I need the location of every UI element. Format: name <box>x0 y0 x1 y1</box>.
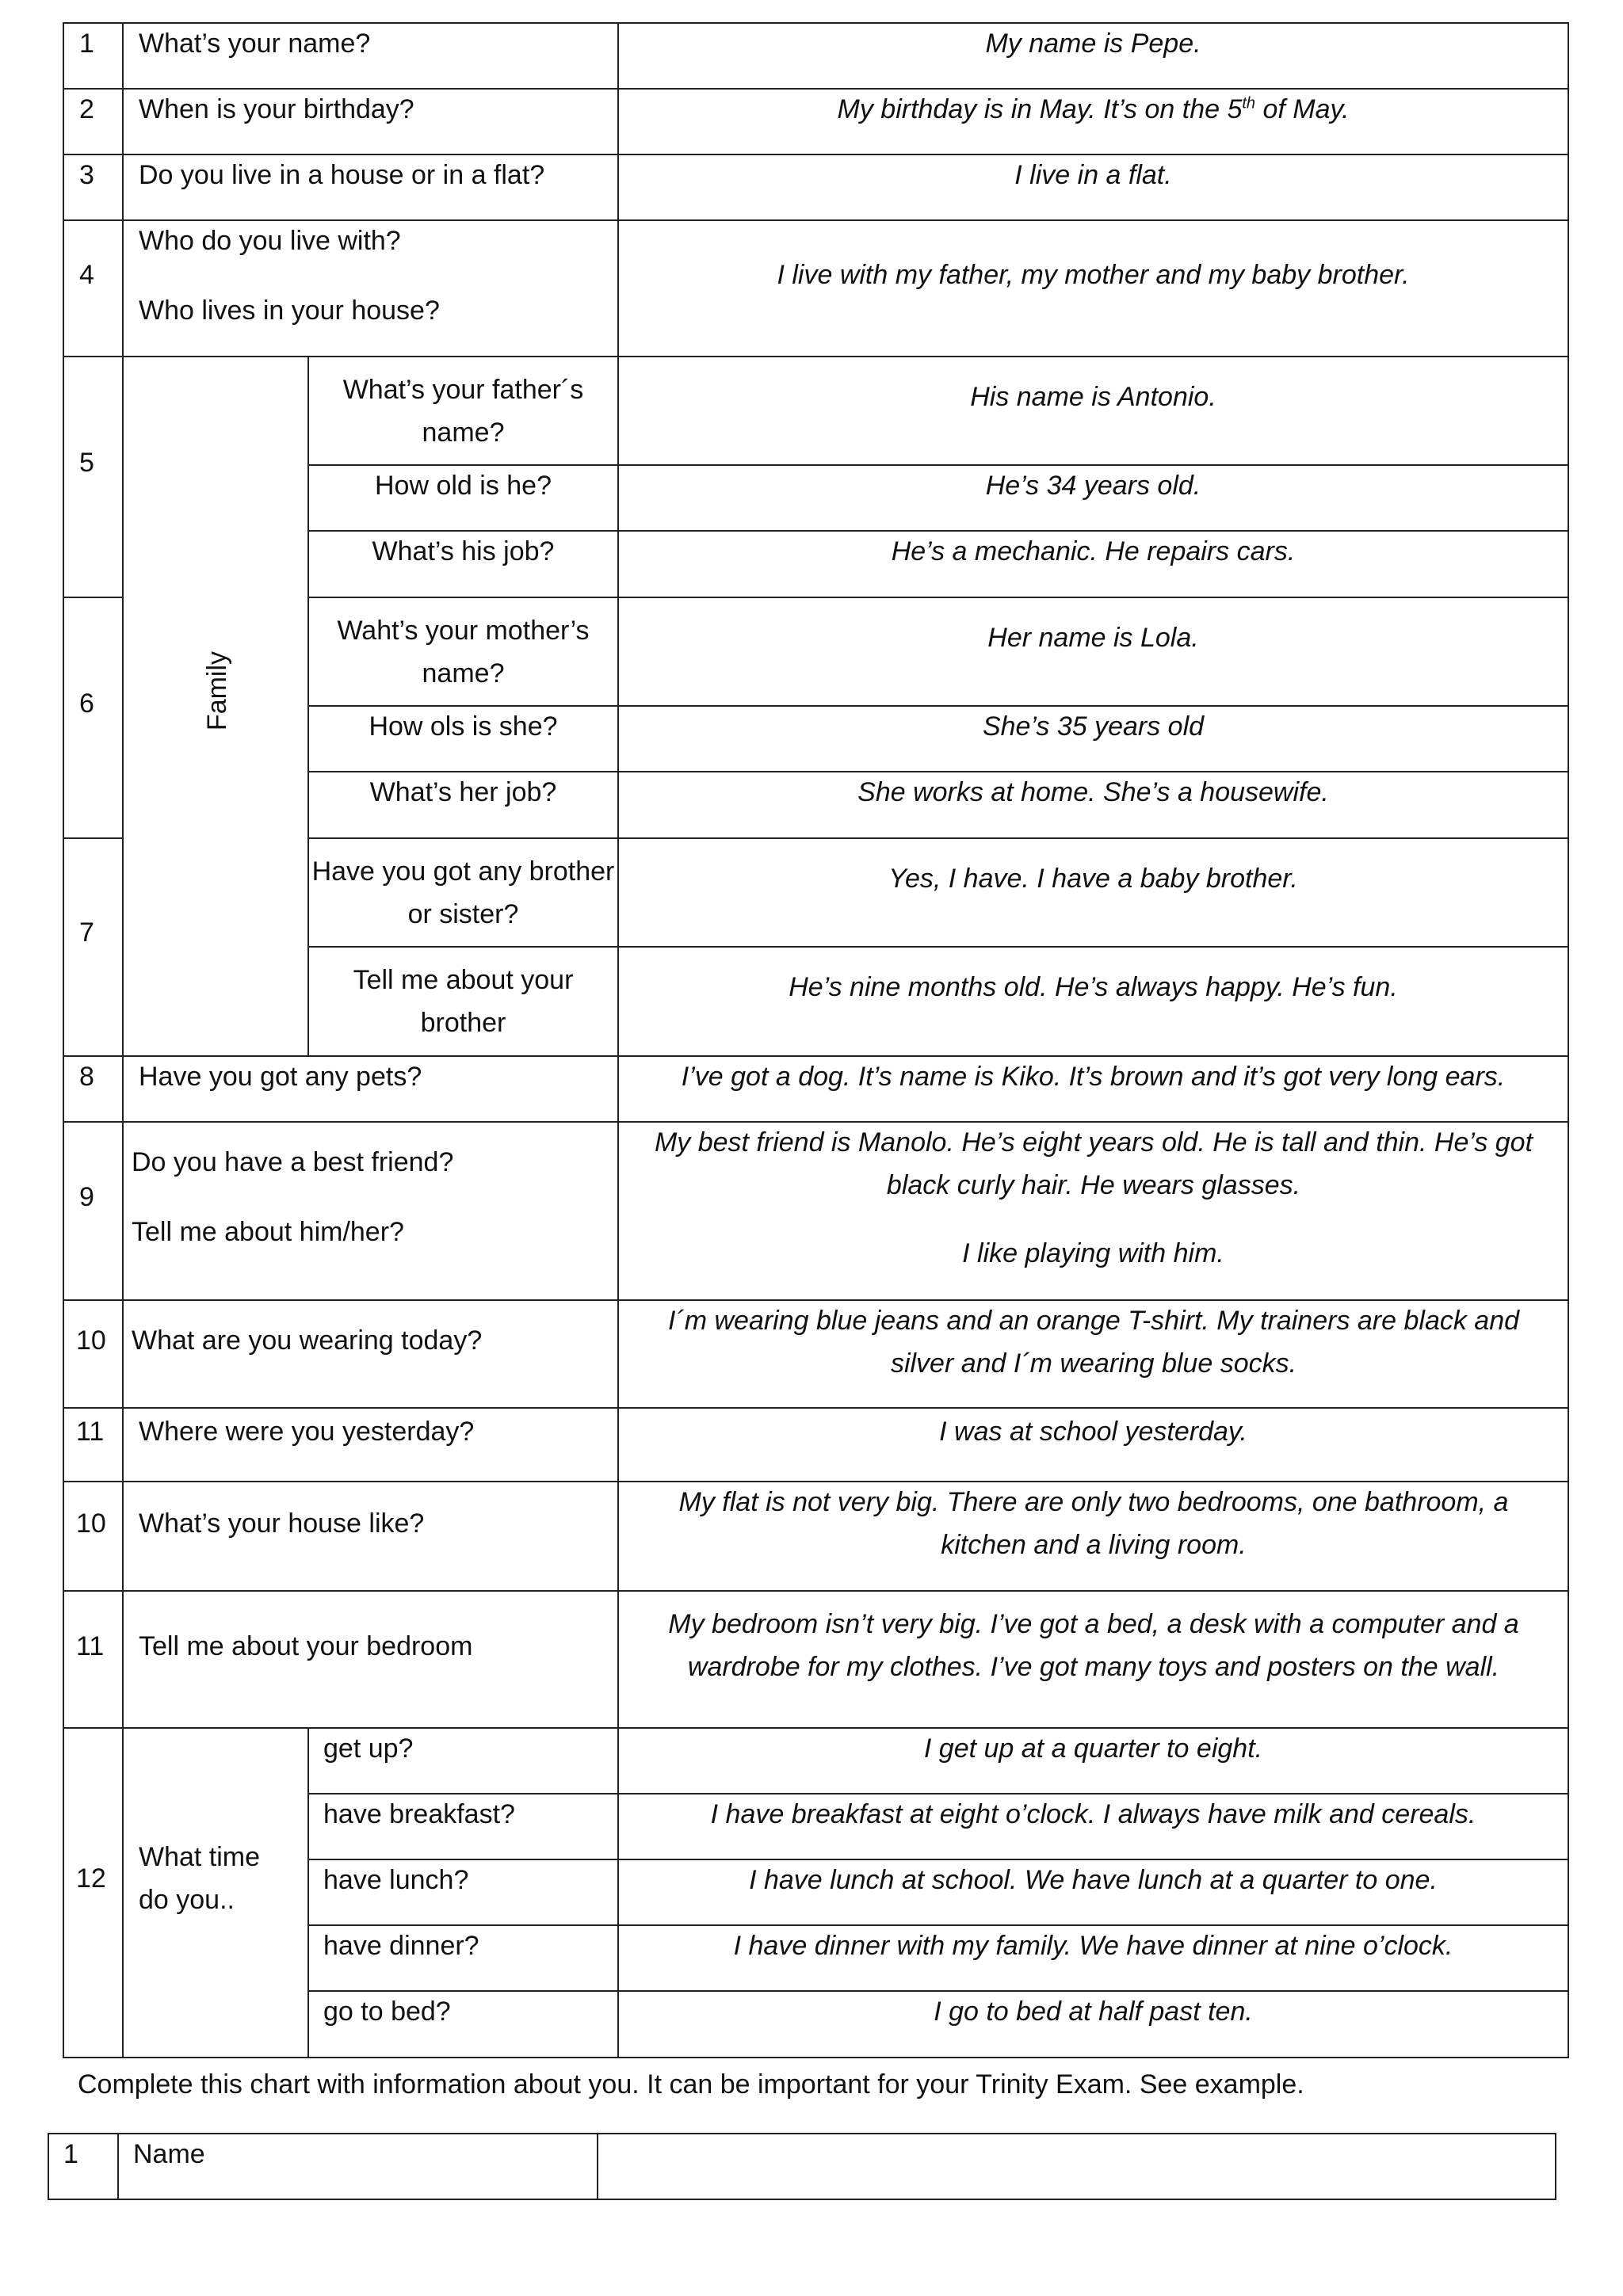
answer-text: I like playing with him. <box>962 1238 1224 1268</box>
question-text: Tell me about him/her? <box>132 1217 404 1247</box>
answer-text: His name is Antonio. <box>970 381 1216 412</box>
answer-text: She’s 35 years old <box>982 711 1205 742</box>
question-text: go to bed? <box>323 1997 451 2027</box>
question-text: have breakfast? <box>323 1799 515 1829</box>
question-text: What’s your house like? <box>139 1508 425 1539</box>
answer-text: He’s a mechanic. He repairs cars. <box>891 536 1296 566</box>
row-number: 3 <box>79 160 94 190</box>
row-number: 12 <box>76 1863 106 1894</box>
row-number: 7 <box>79 917 94 948</box>
question-text: Do you have a best friend? <box>132 1147 454 1177</box>
answer-text-end: of May. <box>1255 94 1350 124</box>
answer-text: I´m wearing blue jeans and an orange T-shirt. My trainers are black and silver and I´m wearing blue socks. <box>667 1306 1520 1379</box>
answer-superscript: th <box>1242 94 1256 113</box>
row-number: 10 <box>76 1508 106 1539</box>
question-text: Do you live in a house or in a flat? <box>139 160 545 190</box>
row-number: 1 <box>63 2139 78 2169</box>
question-text: What’s your father´s name? <box>342 374 584 448</box>
answer-text-main: My birthday is in May. It’s on the 5 <box>837 94 1243 124</box>
answer-text: I have breakfast at eight o’clock. I always have milk and cereals. <box>710 1799 1476 1829</box>
answer-text: I have lunch at school. We have lunch at a quarter to one. <box>749 1865 1438 1895</box>
row-number: 5 <box>79 448 94 478</box>
answer-text: My bedroom isn’t very big. I’ve got a bed, a desk with a computer and a wardrobe for my clothes. I’ve got many toys and posters on the wall. <box>668 1609 1519 1682</box>
instruction-text: Complete this chart with information about you. It can be important for your Trinity Exam. See example. <box>78 2069 1304 2100</box>
answer-text: I have dinner with my family. We have dinner at nine o’clock. <box>733 1931 1453 1961</box>
question-text: When is your birthday? <box>139 94 414 124</box>
group-label: What time do you.. <box>139 1842 261 1915</box>
question-text: Who do you live with? <box>139 226 401 256</box>
question-text: How ols is she? <box>369 711 558 742</box>
row-number: 4 <box>79 260 94 290</box>
question-text: Tell me about your bedroom <box>139 1631 473 1661</box>
question-text: Tell me about your brother <box>353 965 574 1038</box>
answer-text: I go to bed at half past ten. <box>934 1997 1253 2027</box>
name-label: Name <box>133 2139 205 2169</box>
answer-text <box>617 88 1569 131</box>
answer-text: I was at school yesterday. <box>939 1417 1247 1447</box>
question-text: What’s his job? <box>372 536 555 566</box>
answer-text: I live with my father, my mother and my baby brother. <box>777 260 1410 290</box>
question-text: What’s her job? <box>369 777 557 807</box>
question-text: What are you wearing today? <box>132 1325 483 1356</box>
question-text: get up? <box>323 1733 414 1764</box>
question-text: Where were you yesterday? <box>139 1417 475 1447</box>
answer-text: I live in a flat. <box>1014 160 1172 190</box>
question-text: have lunch? <box>323 1865 469 1895</box>
row-number: 8 <box>79 1062 94 1092</box>
row-number: 10 <box>76 1325 106 1356</box>
answer-text: He’s 34 years old. <box>985 471 1201 501</box>
row-number: 2 <box>79 94 94 124</box>
answer-text: He’s nine months old. He’s always happy. He’s fun. <box>789 972 1398 1002</box>
family-label: Family <box>202 650 232 731</box>
question-text: Have you got any pets? <box>139 1062 422 1092</box>
row-number: 1 <box>79 29 94 59</box>
question-text: How old is he? <box>374 471 552 501</box>
row-number: 9 <box>79 1182 94 1212</box>
question-text: have dinner? <box>323 1931 479 1961</box>
answer-text: Her name is Lola. <box>987 622 1199 653</box>
answer-text: My flat is not very big. There are only two bedrooms, one bathroom, a kitchen and a living room. <box>678 1487 1509 1560</box>
question-text: Have you got any brother or sister? <box>311 856 615 929</box>
row-number: 6 <box>79 688 94 719</box>
answer-input-cell[interactable] <box>597 2133 1556 2200</box>
answer-text: I’ve got a dog. It’s name is Kiko. It’s brown and it’s got very long ears. <box>681 1062 1506 1092</box>
row-number: 11 <box>76 1417 105 1447</box>
answer-text: She works at home. She’s a housewife. <box>857 777 1329 807</box>
question-text: What’s your name? <box>139 29 371 59</box>
answer-text: I get up at a quarter to eight. <box>923 1733 1263 1764</box>
question-text: Waht’s your mother’s name? <box>337 615 590 688</box>
row-number-cell <box>48 2133 119 2200</box>
question-text: Who lives in your house? <box>139 296 440 326</box>
row-number: 11 <box>76 1631 105 1661</box>
answer-text: My best friend is Manolo. He’s eight years old. He is tall and thin. He’s got black curly hair. He wears glasses. <box>654 1127 1533 1200</box>
answer-text: My name is Pepe. <box>985 29 1201 59</box>
answer-text: Yes, I have. I have a baby brother. <box>888 863 1298 894</box>
